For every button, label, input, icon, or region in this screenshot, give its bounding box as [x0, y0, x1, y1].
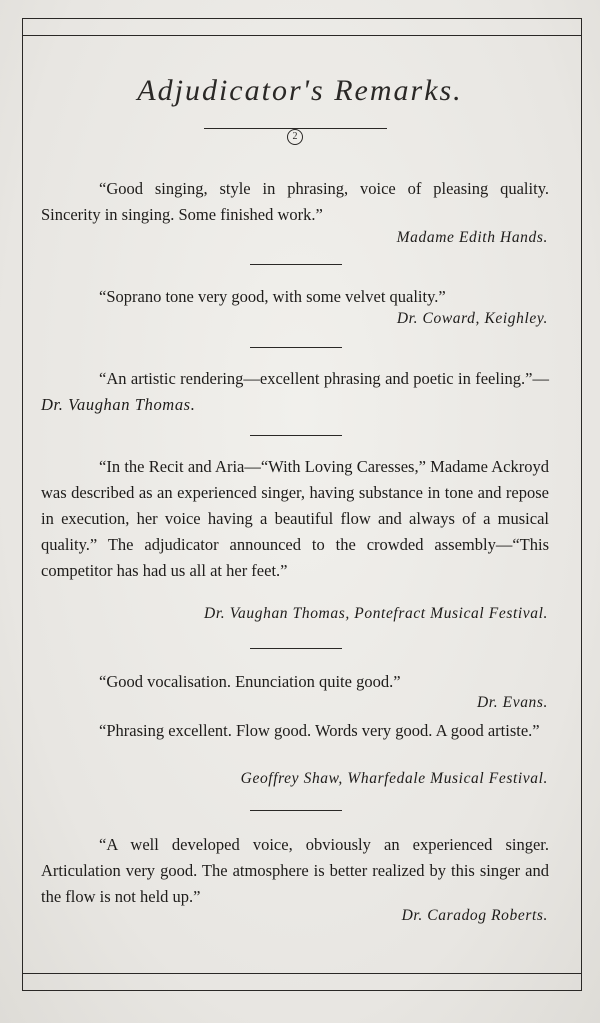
- remark-5-quote: “Good vocalisation. Enunciation quite good.”: [99, 672, 401, 691]
- divider-4: [250, 648, 342, 649]
- remark-6-signature: Geoffrey Shaw, Wharfedale Musical Festival.: [240, 770, 548, 787]
- remark-3: [41, 366, 549, 418]
- remark-6-quote: “Phrasing excellent. Flow good. Words very good. A good artiste.”: [99, 721, 540, 740]
- remark-6: [41, 718, 549, 744]
- remark-7-quote: “A well developed voice, obviously an experienced singer. Articulation very good. The atmosphere is better realized by this singer and the flow is not held up.”: [41, 835, 549, 906]
- remark-7-signature: Dr. Caradog Roberts.: [401, 907, 548, 924]
- divider-1: [250, 264, 342, 265]
- divider-5: [250, 810, 342, 811]
- border-top-inner: [22, 35, 582, 36]
- border-bottom-outer: [22, 990, 582, 991]
- divider-2: [250, 347, 342, 348]
- remark-3-signature: Dr. Vaughan Thomas.: [41, 395, 196, 414]
- remark-2-signature: Dr. Coward, Keighley.: [396, 310, 548, 327]
- remark-2: [41, 284, 549, 310]
- border-top-outer: [22, 18, 582, 19]
- remark-4-quote: “In the Recit and Aria—“With Loving Caresses,” Madame Ackroyd was described as an experienced singer, having substance in tone and repose in execution, her voice having a beautiful flow and always of a musical quality.” The adjudicator announced to the crowded assembly—“This competitor has had us all at her feet.”: [41, 457, 549, 580]
- remark-1: [41, 176, 549, 228]
- page-title: Adjudicator's Remarks.: [137, 74, 463, 107]
- border-right: [581, 18, 582, 991]
- remark-3-quote: “An artistic rendering—excellent phrasing and poetic in feeling.”—: [99, 369, 549, 388]
- remark-7: [41, 832, 549, 910]
- remark-4-signature: Dr. Vaughan Thomas, Pontefract Musical Festival.: [204, 605, 548, 622]
- remark-5-signature: Dr. Evans.: [476, 694, 548, 711]
- remark-5: [41, 669, 549, 695]
- divider-3: [250, 435, 342, 436]
- border-bottom-inner: [22, 973, 582, 974]
- remark-2-quote: “Soprano tone very good, with some velvet quality.”: [99, 287, 446, 306]
- remark-1-quote: “Good singing, style in phrasing, voice of pleasing quality. Sincerity in singing. Some finished work.”: [41, 179, 549, 224]
- page-number: 2: [287, 129, 303, 145]
- remark-4: [41, 454, 549, 584]
- border-left: [22, 18, 23, 991]
- remark-1-signature: Madame Edith Hands.: [396, 229, 548, 246]
